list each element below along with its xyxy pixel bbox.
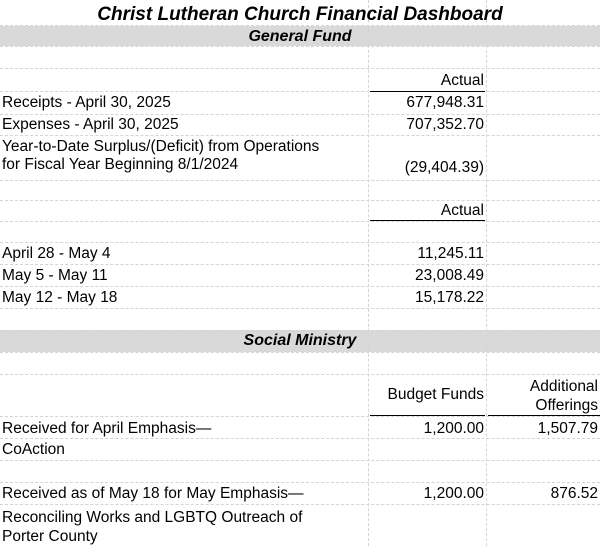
gridline [0,374,600,375]
gridline [0,46,600,47]
gridline [0,504,600,505]
may-emphasis-label-line3: Porter County [2,528,98,545]
budget-header-underline [370,415,485,416]
gridline [0,200,600,201]
gridline [0,91,600,92]
surplus-label-line2: for Fiscal Year Beginning 8/1/2024 [2,156,239,173]
actual-column-header: Actual [440,72,484,89]
may-emphasis-label-line1: Received as of May 18 for May Emphasis— [2,485,304,502]
surplus-label-line1: Year-to-Date Surplus/(Deficit) from Operations [2,138,320,155]
additional-header-underline [488,415,600,416]
may-budget-value: 1,200.00 [423,485,484,502]
expenses-label: Expenses - April 30, 2025 [2,116,179,133]
april-emphasis-label-line1: Received for April Emphasis— [2,420,212,437]
april-emphasis-label-line2: CoAction [2,441,65,458]
receipts-label: Receipts - April 30, 2025 [2,94,171,111]
receipts-value: 677,948.31 [406,94,484,111]
week-2-label: May 5 - May 11 [2,267,108,284]
gridline [0,482,600,483]
april-budget-value: 1,200.00 [423,420,484,437]
week-1-value: 11,245.11 [417,245,484,262]
weekly-actual-header: Actual [440,202,484,219]
gridline [368,0,369,546]
gridline [486,0,487,546]
social-ministry-heading: Social Ministry [243,332,357,349]
week-3-value: 15,178.22 [415,289,484,306]
additional-offerings-header-line2: Offerings [535,397,598,414]
gridline [0,68,600,69]
gridline [0,416,600,417]
gridline [0,308,600,309]
page-title: Christ Lutheran Church Financial Dashboard [97,4,503,25]
gridline [0,180,600,181]
gridline [0,242,600,243]
week-2-value: 23,008.49 [415,267,484,284]
gridline [0,264,600,265]
expenses-value: 707,352.70 [406,116,484,133]
week-1-label: April 28 - May 4 [2,245,111,262]
gridline [0,460,600,461]
budget-funds-header: Budget Funds [387,386,484,403]
gridline [0,221,600,222]
surplus-value: (29,404.39) [404,159,484,176]
weekly-actual-underline [370,220,485,221]
week-3-label: May 12 - May 18 [2,289,118,306]
april-additional-value: 1,507.79 [537,420,598,437]
gridline [0,135,600,136]
additional-offerings-header-line1: Additional [529,378,598,395]
gridline [0,286,600,287]
may-emphasis-label-line2: Reconciling Works and LGBTQ Outreach of [2,509,303,526]
actual-header-underline [370,91,485,92]
may-additional-value: 876.52 [550,485,598,502]
general-fund-heading: General Fund [248,28,352,45]
gridline [0,352,600,353]
